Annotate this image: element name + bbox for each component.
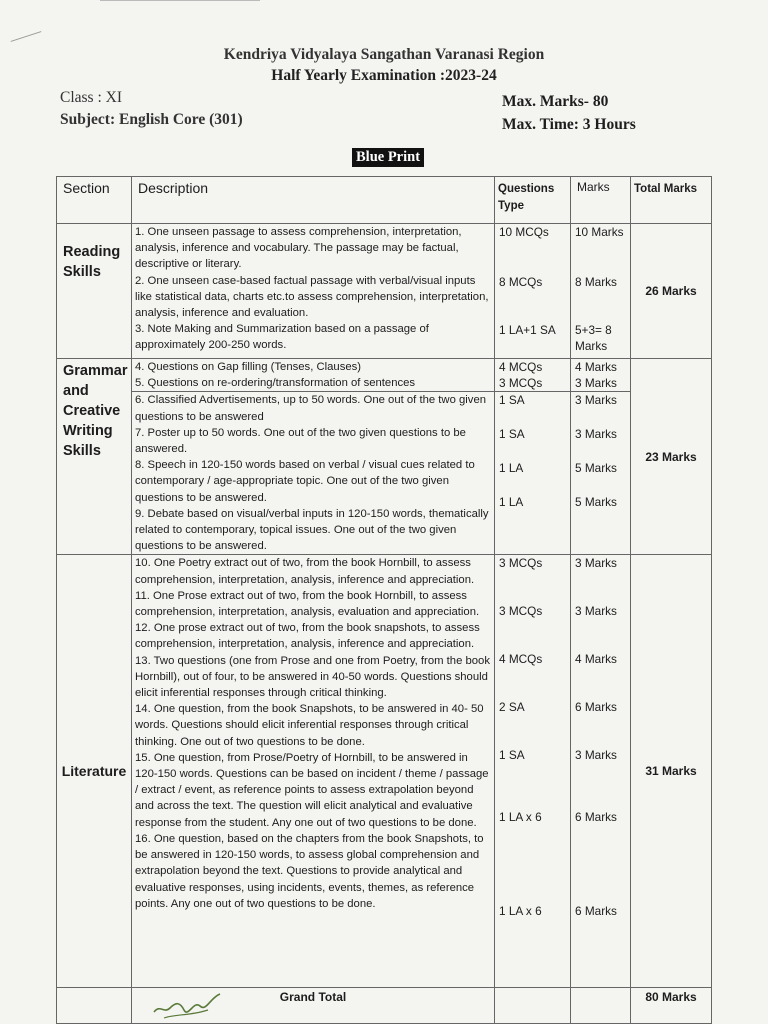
marks-reading	[571, 224, 631, 359]
qtype-14: 1 SA	[499, 748, 525, 763]
qtype-16: 1 LA x 6	[499, 904, 542, 919]
blueprint-table	[56, 176, 712, 1024]
qtype-4: 4 MCQs	[499, 360, 543, 374]
grand-total-value: 80 Marks	[631, 988, 712, 1024]
header-section: Section	[57, 177, 132, 224]
description-grammar-b	[132, 392, 495, 555]
signature-mark	[150, 982, 230, 1022]
marks-2: 8 Marks	[575, 275, 617, 289]
desc-item-15: 15. One question, from Prose/Poetry of Hornbill, to be answered in 120-150 words. Questions can be based on incident / theme / passage / extract / event, as reference points to assess extrapolation beyond and across the text. The question will elicit analytical and evaluative response from the student. Any one out of two questions to be done.	[135, 751, 489, 829]
marks-1: 10 Marks	[575, 225, 624, 239]
qtype-reading	[495, 224, 571, 359]
description-grammar-a	[132, 359, 495, 392]
header-questions-type: Questions Type	[495, 177, 571, 224]
desc-item-16: 16. One question, based on the chapters from the book Snapshots, to be answered in 120-150 words, to assess global comprehension and extrapolation beyond the text. Questions to provide analytical and evaluative responses, using incidents, events, themes, as reference points. Any one out of two questions to be done.	[135, 832, 484, 910]
desc-item-3: 3. Note Making and Summarization based on a passage of approximately 200-250 words.	[135, 323, 429, 352]
desc-item-4: 4. Questions on Gap filling (Tenses, Clauses)	[135, 361, 362, 373]
qtype-grammar-a	[495, 359, 571, 392]
marks-9: 5 Marks	[575, 495, 617, 510]
marks-11: 3 Marks	[575, 604, 617, 619]
max-marks: Max. Marks- 80	[502, 93, 609, 110]
qtype-12: 4 MCQs	[499, 652, 543, 667]
class-label: Class : XI	[60, 89, 122, 106]
total-grammar: 23 Marks	[631, 359, 712, 555]
desc-item-8: 8. Speech in 120-150 words based on verbal / visual cues related to contemporary / age-appropriate topic. One out of the two given questions to be answered.	[135, 459, 475, 504]
desc-item-1: 1. One unseen passage to assess comprehension, interpretation, analysis, inference and vocabulary. The passage may be factual, descriptive or literary.	[135, 226, 462, 271]
section-literature: Literature	[57, 555, 132, 988]
qtype-grammar-b	[495, 392, 571, 555]
section-grammar: Grammar and Creative Writing Skills	[57, 359, 132, 555]
organization-title: Kendriya Vidyalaya Sangathan Varanasi Region	[223, 46, 545, 63]
top-rule	[100, 0, 260, 1]
desc-item-5: 5. Questions on re-ordering/transformation of sentences	[135, 377, 416, 390]
marks-5: 3 Marks	[575, 376, 617, 390]
marks-15: 6 Marks	[575, 810, 617, 825]
table-row-literature	[57, 555, 712, 988]
pen-mark	[11, 31, 42, 42]
qtype-literature	[495, 555, 571, 988]
marks-6: 3 Marks	[575, 393, 617, 408]
table-row-grammar-b	[57, 392, 712, 555]
qtype-13: 2 SA	[499, 700, 525, 715]
marks-13: 6 Marks	[575, 700, 617, 715]
blueprint-title: Blue Print	[352, 148, 424, 167]
total-literature: 31 Marks	[631, 555, 712, 988]
grand-total-blank-m	[571, 988, 631, 1024]
marks-16: 6 Marks	[575, 904, 617, 919]
marks-grammar-a	[571, 359, 631, 392]
qtype-2: 8 MCQs	[499, 275, 543, 289]
marks-grammar-b	[571, 392, 631, 555]
qtype-3: 1 LA+1 SA	[499, 323, 556, 337]
description-reading	[132, 224, 495, 359]
total-reading: 26 Marks	[631, 224, 712, 359]
desc-item-11: 11. One Prose extract out of two, from the book Hornbill, to assess comprehension, interpretation, analysis, evaluation and appreciation.	[135, 589, 480, 619]
qtype-5: 3 MCQs	[499, 376, 543, 390]
qtype-11: 3 MCQs	[499, 604, 543, 619]
qtype-15: 1 LA x 6	[499, 810, 542, 825]
grand-total-blank	[57, 988, 132, 1024]
header-description: Description	[132, 177, 495, 224]
max-time: Max. Time: 3 Hours	[502, 116, 636, 133]
grand-total-label: Grand Total	[132, 988, 495, 1024]
desc-item-7: 7. Poster up to 50 words. One out of the two given questions to be answered.	[135, 426, 466, 456]
header-total-marks: Total Marks	[631, 177, 712, 224]
desc-item-6: 6. Classified Advertisements, up to 50 words. One out of the two given questions to be answered	[135, 394, 487, 423]
table-row-reading	[57, 224, 712, 359]
marks-10: 3 Marks	[575, 556, 617, 571]
desc-item-12: 12. One prose extract out of two, from the book snapshots, to assess comprehension, interpretation, analysis, inference and appreciation.	[135, 622, 480, 651]
table-row-grammar-a	[57, 359, 712, 392]
qtype-8: 1 LA	[499, 461, 524, 476]
qtype-6: 1 SA	[499, 393, 525, 408]
marks-literature	[571, 555, 631, 988]
section-reading: Reading Skills	[57, 224, 132, 359]
qtype-10: 3 MCQs	[499, 556, 543, 571]
qtype-9: 1 LA	[499, 495, 524, 510]
exam-title: Half Yearly Examination :2023-24	[271, 67, 497, 84]
marks-14: 3 Marks	[575, 748, 617, 763]
description-literature	[132, 555, 495, 988]
desc-item-14: 14. One question, from the book Snapshots, to be answered in 40- 50 words. Questions should elicit inferential responses through critical thinking. One out of two questions to be done.	[135, 703, 484, 748]
marks-12: 4 Marks	[575, 652, 617, 667]
marks-3: 5+3= 8 Marks	[575, 323, 612, 353]
desc-item-10: 10. One Poetry extract out of two, from the book Hornbill, to assess comprehension, interpretation, analysis, inference and appreciation.	[135, 557, 475, 586]
table-header-row	[57, 177, 712, 224]
desc-item-2: 2. One unseen case-based factual passage with verbal/visual inputs like statistical data, charts etc.to assess comprehension, interpretation, analysis, inference and evaluation.	[135, 274, 489, 320]
desc-item-13: 13. Two questions (one from Prose and one from Poetry, from the book Hornbill), out of four, to be answered in 40-50 words. Questions should elicit inferential responses through critical thinking.	[135, 654, 490, 700]
header-marks: Marks	[571, 177, 631, 224]
marks-7: 3 Marks	[575, 427, 617, 442]
marks-4: 4 Marks	[575, 360, 617, 374]
qtype-1: 10 MCQs	[499, 225, 549, 239]
subject-label: Subject: English Core (301)	[60, 111, 243, 128]
grand-total-blank-q	[495, 988, 571, 1024]
marks-8: 5 Marks	[575, 461, 617, 476]
desc-item-9: 9. Debate based on visual/verbal inputs in 120-150 words, thematically related to contemporary, topical issues. One out of the two given questions to be answered.	[135, 507, 489, 553]
qtype-7: 1 SA	[499, 427, 525, 442]
